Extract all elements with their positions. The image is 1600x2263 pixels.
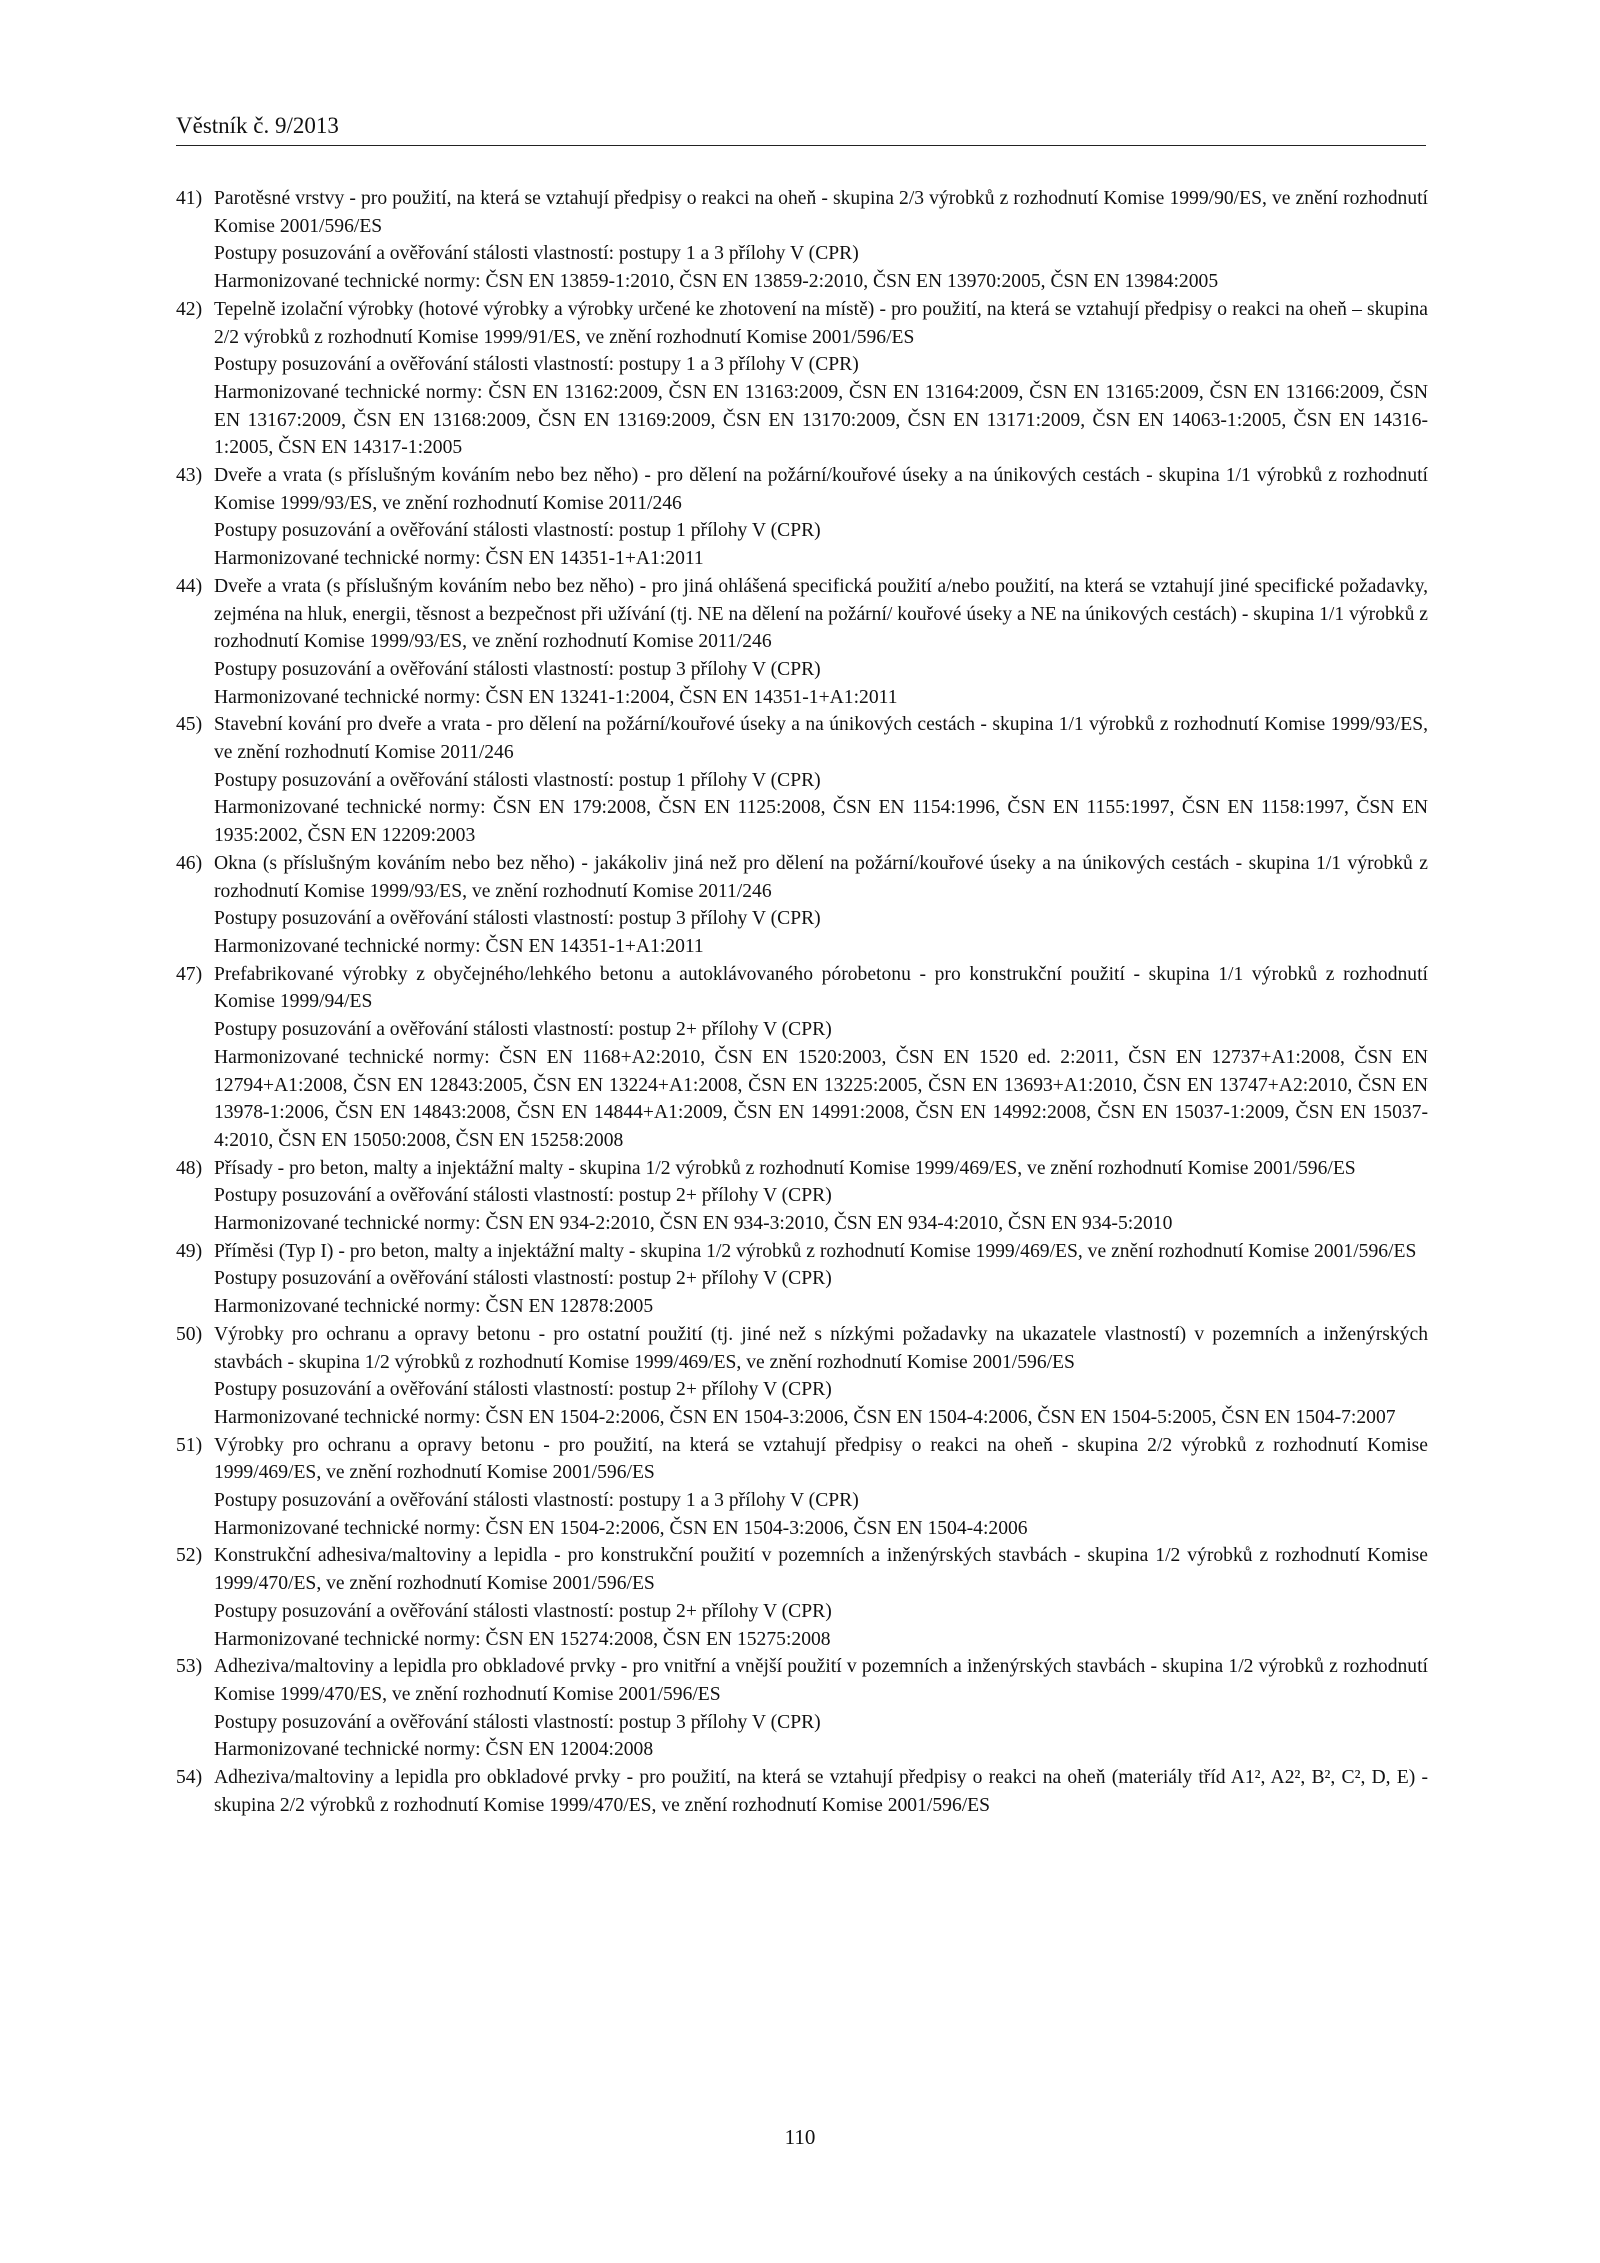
item-number: 45) xyxy=(176,714,203,736)
item-standards: Harmonizované technické normy: ČSN EN 13241-1:2004, ČSN EN 14351-1+A1:2011 xyxy=(214,686,898,708)
list-item-48 xyxy=(176,1155,1428,1238)
item-standards: Harmonizované technické normy: ČSN EN 15274:2008, ČSN EN 15275:2008 xyxy=(214,1628,831,1650)
item-number: 46) xyxy=(176,852,203,874)
item-procedure: Postupy posuzování a ověřování stálosti vlastností: postup 1 přílohy V (CPR) xyxy=(214,520,821,542)
item-procedure: Postupy posuzování a ověřování stálosti vlastností: postup 2+ přílohy V (CPR) xyxy=(214,1268,832,1290)
item-title: Adheziva/maltoviny a lepidla pro obkladové prvky - pro použití, na která se vztahují předpisy o reakci na oheň (materiály tříd A1², A2², B², C², D, E) - skupina 2/2 výrobků z rozhodnutí Komise 1999/470/ES, ve znění rozhodnutí Komise 2001/596/ES xyxy=(214,1767,1428,1816)
item-standards: Harmonizované technické normy: ČSN EN 1168+A2:2010, ČSN EN 1520:2003, ČSN EN 1520 ed. 2:2011, ČSN EN 12737+A1:2008, ČSN EN 12794+A1:2008, ČSN EN 12843:2005, ČSN EN 13224+A1:2008, ČSN EN 13225:2005, ČSN EN 13693+A1:2010, ČSN EN 13747+A2:2010, ČSN EN 13978-1:2006, ČSN EN 14843:2008, ČSN EN 14844+A1:2009, ČSN EN 14991:2008, ČSN EN 14992:2008, ČSN EN 15037-1:2009, ČSN EN 15037-4:2010, ČSN EN 15050:2008, ČSN EN 15258:2008 xyxy=(214,1046,1428,1151)
list-item-54 xyxy=(176,1764,1428,1819)
item-number: 52) xyxy=(176,1545,203,1567)
item-procedure: Postupy posuzování a ověřování stálosti vlastností: postup 2+ přílohy V (CPR) xyxy=(214,1600,832,1622)
item-title: Příměsi (Typ I) - pro beton, malty a injektážní malty - skupina 1/2 výrobků z rozhodnutí Komise 1999/469/ES, ve znění rozhodnutí Komise 2001/596/ES xyxy=(214,1240,1417,1262)
item-number: 43) xyxy=(176,465,203,487)
item-title: Parotěsné vrstvy - pro použití, na která se vztahují předpisy o reakci na oheň - skupina 2/3 výrobků z rozhodnutí Komise 1999/90/ES, ve znění rozhodnutí Komise 2001/596/ES xyxy=(214,188,1428,237)
item-standards: Harmonizované technické normy: ČSN EN 12878:2005 xyxy=(214,1296,654,1318)
list-item-46 xyxy=(176,850,1428,961)
item-title: Stavební kování pro dveře a vrata - pro dělení na požární/kouřové úseky a na únikových cestách - skupina 1/1 výrobků z rozhodnutí Komise 1999/93/ES, ve znění rozhodnutí Komise 2011/246 xyxy=(214,714,1428,764)
list-item-51 xyxy=(176,1432,1428,1543)
item-title: Dveře a vrata (s příslušným kováním nebo bez něho) - pro dělení na požární/kouřové úseky a na únikových cestách - skupina 1/1 výrobků z rozhodnutí Komise 1999/93/ES, ve znění rozhodnutí Komise 2011/246 xyxy=(214,465,1428,514)
list-item-43 xyxy=(176,462,1428,573)
item-procedure: Postupy posuzování a ověřování stálosti vlastností: postup 3 přílohy V (CPR) xyxy=(214,658,821,680)
list-item-50 xyxy=(176,1321,1428,1432)
item-standards: Harmonizované technické normy: ČSN EN 179:2008, ČSN EN 1125:2008, ČSN EN 1154:1996, ČSN EN 1155:1997, ČSN EN 1158:1997, ČSN EN 1935:2002, ČSN EN 12209:2003 xyxy=(214,797,1428,847)
list-item-53 xyxy=(176,1653,1428,1764)
item-number: 41) xyxy=(176,188,203,209)
item-procedure: Postupy posuzování a ověřování stálosti vlastností: postup 3 přílohy V (CPR) xyxy=(214,908,821,930)
item-number: 49) xyxy=(176,1240,203,1262)
item-number: 50) xyxy=(176,1323,203,1345)
item-number: 47) xyxy=(176,963,203,985)
list-item-49 xyxy=(176,1238,1428,1321)
item-standards: Harmonizované technické normy: ČSN EN 934-2:2010, ČSN EN 934-3:2010, ČSN EN 934-4:2010, ČSN EN 934-5:2010 xyxy=(214,1213,1173,1235)
item-title: Tepelně izolační výrobky (hotové výrobky a výrobky určené ke zhotovení na místě) - pro použití, na která se vztahují předpisy o reakci na oheň – skupina 2/2 výrobků z rozhodnutí Komise 1999/91/ES, ve znění rozhodnutí Komise 2001/596/ES xyxy=(214,298,1428,348)
list-item-52 xyxy=(176,1542,1428,1653)
item-procedure: Postupy posuzování a ověřování stálosti vlastností: postupy 1 a 3 přílohy V (CPR) xyxy=(214,1490,859,1512)
list-item-42 xyxy=(176,296,1428,462)
item-number: 44) xyxy=(176,575,203,597)
item-procedure: Postupy posuzování a ověřování stálosti vlastností: postup 3 přílohy V (CPR) xyxy=(214,1711,821,1733)
item-standards: Harmonizované technické normy: ČSN EN 1504-2:2006, ČSN EN 1504-3:2006, ČSN EN 1504-4:2006 xyxy=(214,1517,1028,1539)
item-standards: Harmonizované technické normy: ČSN EN 13859-1:2010, ČSN EN 13859-2:2010, ČSN EN 13970:2005, ČSN EN 13984:2005 xyxy=(214,271,1219,293)
item-standards: Harmonizované technické normy: ČSN EN 13162:2009, ČSN EN 13163:2009, ČSN EN 13164:2009, ČSN EN 13165:2009, ČSN EN 13166:2009, ČSN EN 13167:2009, ČSN EN 13168:2009, ČSN EN 13169:2009, ČSN EN 13170:2009, ČSN EN 13171:2009, ČSN EN 14063-1:2005, ČSN EN 14316-1:2005, ČSN EN 14317-1:2005 xyxy=(214,381,1428,459)
item-title: Dveře a vrata (s příslušným kováním nebo bez něho) - pro jiná ohlášená specifická použití a/nebo použití, na která se vztahují jiné specifické požadavky, zejména na hluk, energii, těsnost a bezpečnost při užívání (tj. NE na dělení na požární/ kouřové úseky a NE na únikových cestách) - skupina 1/1 výrobků z rozhodnutí Komise 1999/93/ES, ve znění rozhodnutí Komise 2011/246 xyxy=(214,575,1428,653)
document-body xyxy=(176,185,1428,1819)
item-number: 48) xyxy=(176,1157,203,1179)
item-number: 42) xyxy=(176,298,203,320)
item-title: Prefabrikované výrobky z obyčejného/lehkého betonu a autoklávovaného pórobetonu - pro konstrukční použití - skupina 1/1 výrobků z rozhodnutí Komise 1999/94/ES xyxy=(214,963,1428,1013)
item-procedure: Postupy posuzování a ověřování stálosti vlastností: postup 2+ přílohy V (CPR) xyxy=(214,1019,832,1041)
item-title: Adheziva/maltoviny a lepidla pro obkladové prvky - pro vnitřní a vnější použití v pozemních a inženýrských stavbách - skupina 1/2 výrobků z rozhodnutí Komise 1999/470/ES, ve znění rozhodnutí Komise 2001/596/ES xyxy=(214,1656,1428,1705)
list-item-45 xyxy=(176,711,1428,850)
item-number: 51) xyxy=(176,1434,203,1456)
list-item-47 xyxy=(176,961,1428,1155)
item-standards: Harmonizované technické normy: ČSN EN 1504-2:2006, ČSN EN 1504-3:2006, ČSN EN 1504-4:2006, ČSN EN 1504-5:2005, ČSN EN 1504-7:2007 xyxy=(214,1406,1396,1428)
page-number: 110 xyxy=(784,2125,816,2149)
item-standards: Harmonizované technické normy: ČSN EN 14351-1+A1:2011 xyxy=(214,935,704,957)
list-item-41 xyxy=(176,185,1428,296)
item-procedure: Postupy posuzování a ověřování stálosti vlastností: postup 2+ přílohy V (CPR) xyxy=(214,1379,832,1401)
item-standards: Harmonizované technické normy: ČSN EN 12004:2008 xyxy=(214,1739,654,1761)
item-title: Konstrukční adhesiva/maltoviny a lepidla - pro konstrukční použití v pozemních a inženýrských stavbách - skupina 1/2 výrobků z rozhodnutí Komise 1999/470/ES, ve znění rozhodnutí Komise 2001/596/ES xyxy=(214,1545,1428,1595)
item-title: Přísady - pro beton, malty a injektážní malty - skupina 1/2 výrobků z rozhodnutí Komise 1999/469/ES, ve znění rozhodnutí Komise 2001/596/ES xyxy=(214,1157,1356,1179)
item-standards: Harmonizované technické normy: ČSN EN 14351-1+A1:2011 xyxy=(214,548,704,570)
page-header xyxy=(176,112,1426,146)
item-number: 53) xyxy=(176,1656,203,1678)
item-title: Výrobky pro ochranu a opravy betonu - pro použití, na která se vztahují předpisy o reakci na oheň - skupina 2/2 výrobků z rozhodnutí Komise 1999/469/ES, ve znění rozhodnutí Komise 2001/596/ES xyxy=(214,1434,1428,1484)
item-number: 54) xyxy=(176,1767,203,1789)
item-procedure: Postupy posuzování a ověřování stálosti vlastností: postup 2+ přílohy V (CPR) xyxy=(214,1185,832,1207)
item-title: Výrobky pro ochranu a opravy betonu - pro ostatní použití (tj. jiné než s nízkými požadavky na ukazatele vlastností) v pozemních a inženýrských stavbách - skupina 1/2 výrobků z rozhodnutí Komise 1999/469/ES, ve znění rozhodnutí Komise 2001/596/ES xyxy=(214,1323,1428,1373)
item-procedure: Postupy posuzování a ověřování stálosti vlastností: postup 1 přílohy V (CPR) xyxy=(214,769,821,791)
item-procedure: Postupy posuzování a ověřování stálosti vlastností: postupy 1 a 3 přílohy V (CPR) xyxy=(214,243,859,265)
item-procedure: Postupy posuzování a ověřování stálosti vlastností: postupy 1 a 3 přílohy V (CPR) xyxy=(214,354,859,376)
list-item-44 xyxy=(176,573,1428,712)
journal-title: Věstník č. 9/2013 xyxy=(176,113,339,138)
item-title: Okna (s příslušným kováním nebo bez něho) - jakákoliv jiná než pro dělení na požární/kouřové úseky a na únikových cestách - skupina 1/1 výrobků z rozhodnutí Komise 1999/93/ES, ve znění rozhodnutí Komise 2011/246 xyxy=(214,852,1428,902)
